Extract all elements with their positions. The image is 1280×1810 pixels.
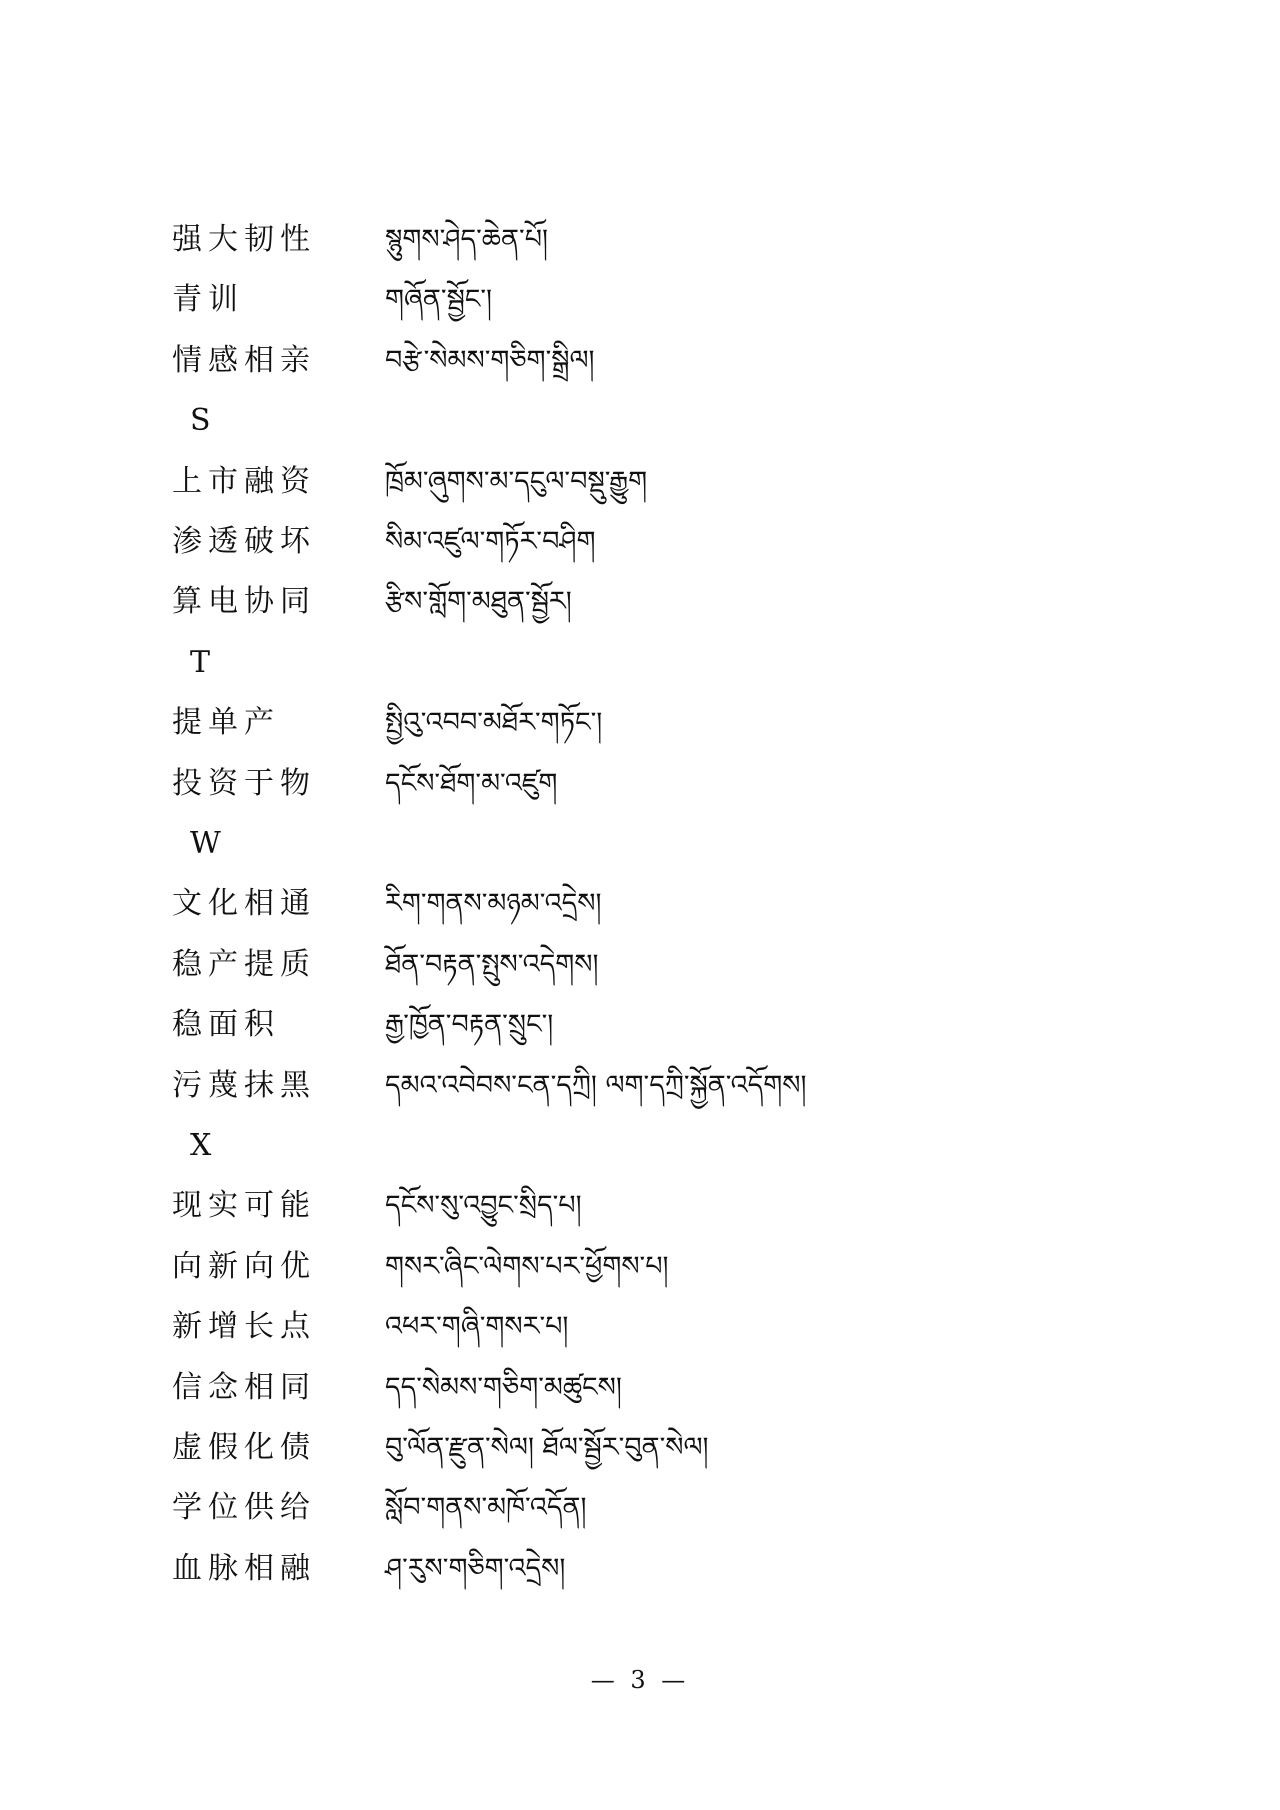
tibetan-translation: རྒྱ་ཁྱོན་བརྟན་སྲུང་།: [385, 1009, 554, 1041]
chinese-term: 算电协同: [172, 584, 316, 620]
glossary-entry: [0, 1483, 1280, 1533]
glossary-entry: [0, 940, 1280, 990]
glossary-entry: [0, 336, 1280, 386]
chinese-term: 强大韧性: [172, 222, 316, 257]
chinese-term: 青训: [172, 282, 244, 318]
chinese-term: 文化相通: [172, 886, 316, 922]
chinese-term: 上市融资: [172, 463, 316, 499]
tibetan-translation: བུ་ལོན་རྫུན་སེལ། ཐོལ་སྦྱོར་བུན་སེལ།: [385, 1432, 709, 1463]
tibetan-translation: གཞོན་སྦྱོང་།: [385, 284, 493, 316]
tibetan-translation: སྤྱིའུ་འབབ་མཐོར་གཏོང་།: [385, 707, 603, 739]
tibetan-translation: དངོས་ཐོག་མ་འཛུག: [385, 767, 558, 799]
chinese-term: 血脉相融: [172, 1550, 316, 1586]
glossary-entry: [0, 1000, 1280, 1050]
tibetan-translation: དད་སེམས་གཅིག་མཚུངས།: [385, 1371, 622, 1403]
tibetan-translation: རྩིས་གློག་མཐུན་སྦྱོར།: [385, 586, 572, 618]
chinese-term: 虚假化债: [172, 1430, 316, 1465]
glossary-entry: [0, 457, 1280, 507]
glossary-entry: [0, 759, 1280, 809]
tibetan-translation: གསར་ཞིང་ལེགས་པར་ཕྱོགས་པ།: [385, 1250, 669, 1282]
tibetan-translation: ཤ་རུས་གཅིག་འདྲེས།: [385, 1552, 566, 1584]
tibetan-translation: སྙུགས་ཤེད་ཆེན་པོ།: [385, 224, 548, 255]
section-letter: S: [190, 403, 211, 439]
glossary-entry: [0, 1363, 1280, 1413]
section-letter: X: [190, 1128, 212, 1163]
chinese-term: 稳产提质: [172, 946, 316, 982]
glossary-entry: [0, 698, 1280, 748]
tibetan-translation: བརྩེ་སེམས་གཅིག་སྒྲིལ།: [385, 344, 595, 376]
glossary-entry: [0, 879, 1280, 929]
section-letter: T: [190, 644, 211, 680]
glossary-entry: [0, 1544, 1280, 1594]
glossary-entry: [0, 1423, 1280, 1473]
glossary-entry: [0, 1181, 1280, 1231]
tibetan-translation: རིག་གནས་མཉམ་འདྲེས།: [385, 888, 602, 920]
tibetan-translation: ཐོན་བརྟན་སྤུས་འདེགས།: [385, 948, 599, 980]
chinese-term: 现实可能: [172, 1188, 316, 1224]
tibetan-translation: དངོས་སུ་འབྱུང་སྲིད་པ།: [385, 1190, 582, 1222]
chinese-term: 新增长点: [172, 1309, 316, 1345]
glossary-entry: [0, 1061, 1280, 1111]
tibetan-translation: སློབ་གནས་མཁོ་འདོན།: [385, 1492, 587, 1524]
glossary-entry: [0, 275, 1280, 325]
chinese-term: 提单产: [172, 705, 280, 741]
tibetan-translation: དམའ་འབེབས་ངན་དཀྲི། ལག་དཀྲི་སྐྱོན་འདོགས།: [385, 1069, 807, 1101]
chinese-term: 学位供给: [172, 1490, 316, 1526]
chinese-term: 污蔑抹黑: [172, 1067, 316, 1103]
chinese-term: 渗透破坏: [172, 524, 316, 559]
chinese-term: 信念相同: [172, 1369, 316, 1405]
glossary-entry: [0, 1302, 1280, 1352]
page-number: — 3 —: [590, 1666, 690, 1694]
glossary-entry: [0, 215, 1280, 265]
chinese-term: 情感相亲: [172, 342, 316, 378]
glossary-entry: [0, 517, 1280, 567]
glossary-entry: [0, 1242, 1280, 1292]
glossary-entry: [0, 577, 1280, 627]
chinese-term: 投资于物: [172, 765, 316, 801]
tibetan-translation: སིམ་འཛུལ་གཏོར་བཤིག: [385, 526, 596, 557]
section-letter: W: [190, 826, 221, 861]
tibetan-translation: འཕར་གཞི་གསར་པ།: [385, 1311, 569, 1343]
chinese-term: 稳面积: [172, 1007, 280, 1043]
chinese-term: 向新向优: [172, 1248, 316, 1284]
tibetan-translation: ཁྲོམ་ཞུགས་མ་དངུལ་བསྡུ་རྒྱུག: [385, 465, 648, 497]
